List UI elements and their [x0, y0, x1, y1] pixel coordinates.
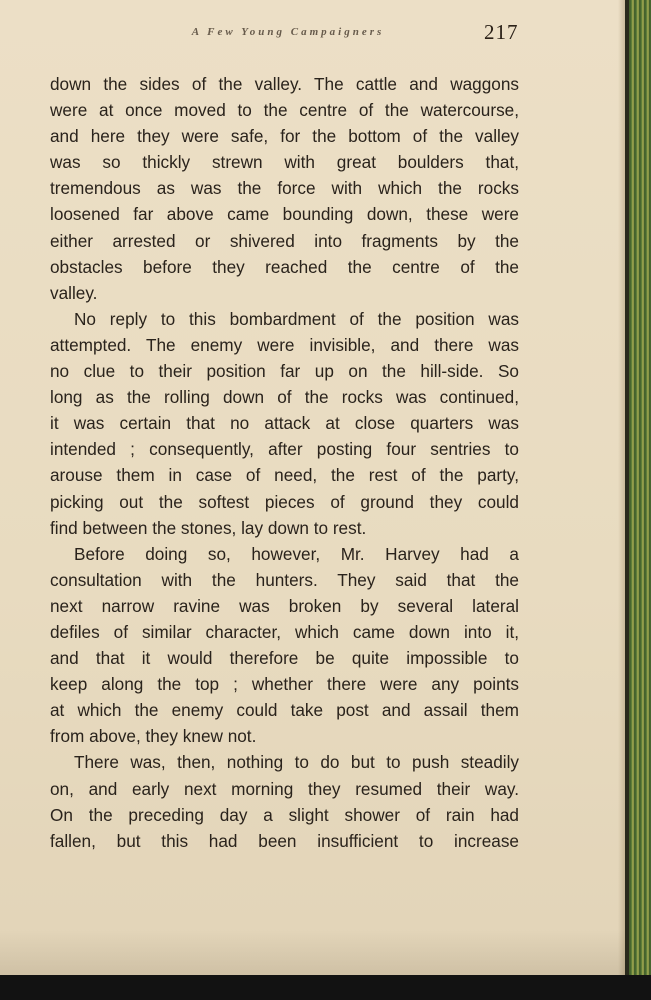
background-strip — [0, 975, 651, 1000]
text-line: tremendous as was the force with which the rocks — [50, 178, 519, 199]
text-line: arouse them in case of need, the rest of the party, — [50, 465, 519, 486]
text-line: obstacles before they reached the centre of the — [50, 256, 519, 277]
text-line: loosened far above came bounding down, these were — [50, 204, 519, 225]
text-line: no clue to their position far up on the hill-side. So — [50, 361, 519, 382]
text-line: were at once moved to the centre of the watercourse, — [50, 100, 519, 121]
text-line: next narrow ravine was broken by several lateral — [50, 595, 519, 616]
text-line: Before doing so, however, Mr. Harvey had a — [74, 543, 519, 564]
text-line: consultation with the hunters. They said that the — [50, 569, 519, 590]
page-bottom-shadow — [0, 930, 625, 975]
text-line: find between the stones, lay down to rest. — [50, 517, 367, 538]
text-line: defiles of similar character, which came down into it, — [50, 621, 519, 642]
text-line: attempted. The enemy were invisible, and there was — [50, 334, 519, 355]
text-line: There was, then, nothing to do but to push steadily — [74, 752, 519, 773]
text-line: on, and early next morning they resumed their way. — [50, 778, 519, 799]
text-line: was so thickly strewn with great boulders that, — [50, 152, 519, 173]
text-line: either arrested or shivered into fragments by the — [50, 230, 519, 251]
text-line: On the preceding day a slight shower of rain had — [50, 804, 519, 825]
text-line: No reply to this bombardment of the position was — [74, 308, 519, 329]
text-line: and that it would therefore be quite impossible to — [50, 648, 519, 669]
text-line: and here they were safe, for the bottom of the valley — [50, 126, 519, 147]
text-line: from above, they knew not. — [50, 726, 257, 747]
page-gutter-line — [625, 0, 629, 975]
text-line: it was certain that no attack at close quarters was — [50, 413, 519, 434]
text-line: valley. — [50, 282, 98, 303]
text-line: at which the enemy could take post and assail them — [50, 700, 519, 721]
text-line: picking out the softest pieces of ground they could — [50, 491, 519, 512]
running-head: A Few Young Campaigners — [191, 26, 385, 38]
body-text — [50, 71, 519, 854]
text-line: keep along the top ; whether there were any points — [50, 674, 519, 695]
text-line: down the sides of the valley. The cattle and waggons — [50, 74, 519, 94]
text-line: long as the rolling down of the rocks was continued, — [50, 387, 519, 408]
text-line: intended ; consequently, after posting four sentries to — [50, 439, 519, 460]
page-number: 217 — [484, 20, 519, 44]
text-line: fallen, but this had been insufficient to increase — [50, 830, 519, 851]
page-edge-shadow — [618, 0, 625, 975]
